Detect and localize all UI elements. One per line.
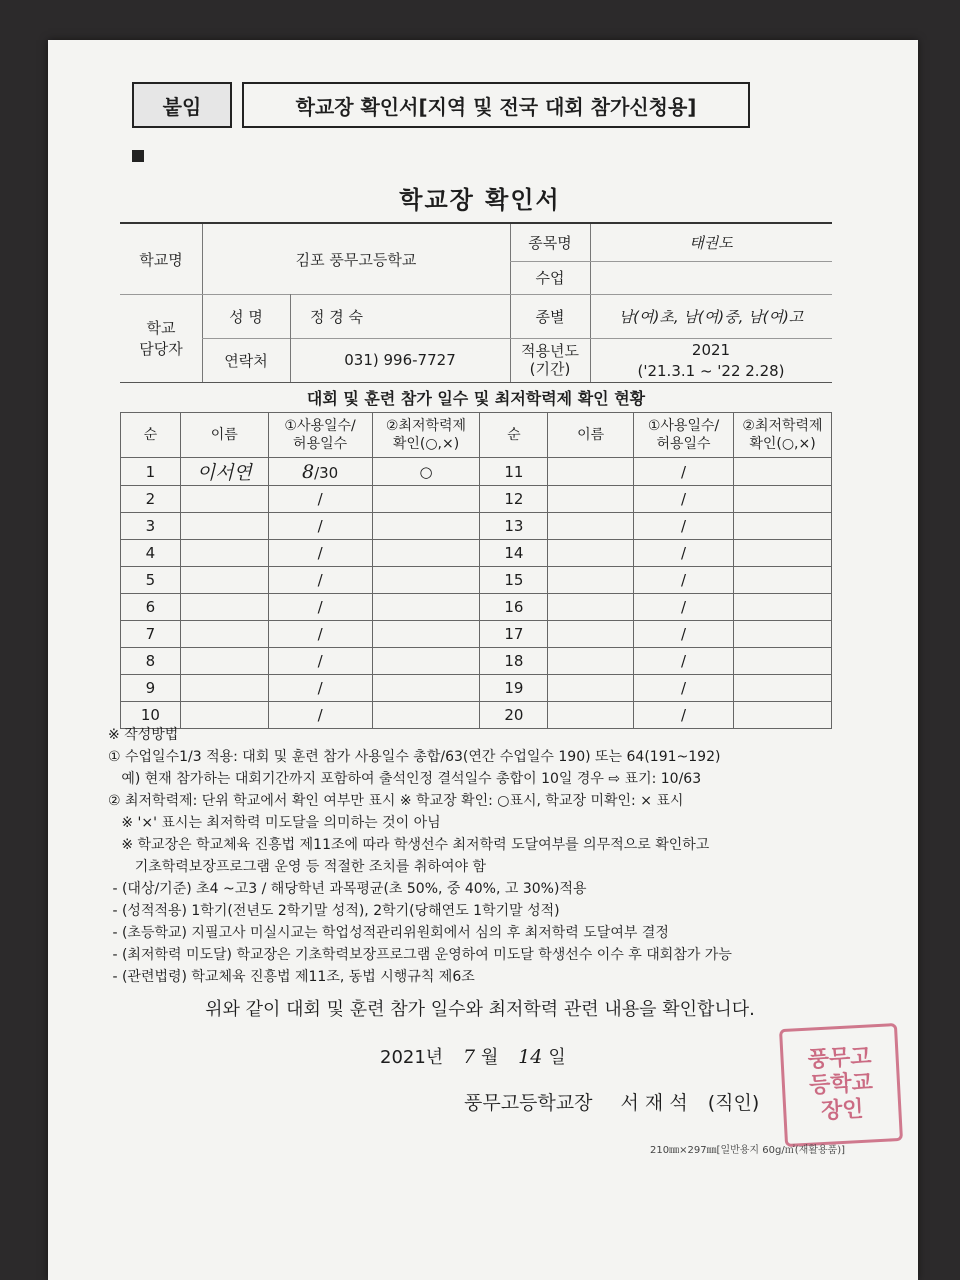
- student-name: [180, 567, 268, 594]
- paper-spec: 210㎜×297㎜[일반용지 60g/㎡(재활용품)]: [650, 1145, 846, 1156]
- contact-value: 031) 996-7727: [344, 351, 456, 369]
- student-name: [548, 458, 634, 486]
- student-name: [180, 648, 268, 675]
- row-number: 7: [121, 621, 181, 648]
- min-academic-check: [372, 513, 480, 540]
- min-academic-check: [734, 567, 832, 594]
- student-name: [548, 540, 634, 567]
- used-days: /: [634, 675, 734, 702]
- seal-label: (직인): [707, 1092, 760, 1114]
- used-days: /: [268, 621, 372, 648]
- min-academic-check: [372, 621, 480, 648]
- instruction-line: ※ 작성방법: [108, 727, 179, 743]
- used-days: /: [634, 567, 734, 594]
- table-row: [121, 648, 832, 675]
- attachment-label: 붙임: [132, 82, 232, 128]
- manager-label: 학교 담당자: [139, 319, 183, 358]
- row-number: 15: [480, 567, 548, 594]
- instructions: [108, 724, 848, 988]
- allowed-days-value: /30: [314, 463, 339, 482]
- instruction-line: - (관련법령) 학교체육 진흥법 제11조, 동법 시행규칙 제6조: [108, 969, 475, 985]
- date-month: 7: [462, 1046, 476, 1068]
- class-label: 수업: [535, 269, 565, 287]
- min-academic-check: [734, 675, 832, 702]
- student-name: [548, 621, 634, 648]
- table-row: [121, 513, 832, 540]
- table-header-cell: 이름: [548, 413, 634, 458]
- used-days: /: [634, 486, 734, 513]
- used-days-value: 8: [301, 460, 315, 483]
- instruction-line: ② 최저학력제: 단위 학교에서 확인 여부만 표시 ※ 학교장 확인: ○표시, 학교장 미확인: × 표시: [108, 793, 684, 809]
- principal-title: 풍무고등학교장: [464, 1092, 593, 1114]
- min-academic-check: [734, 621, 832, 648]
- table-header-cell: 순: [480, 413, 548, 458]
- used-days: /: [268, 702, 372, 729]
- used-days: /: [634, 702, 734, 729]
- student-name: [180, 540, 268, 567]
- instruction-line: ① 수업일수1/3 적용: 대회 및 훈련 참가 사용일수 총합/63(연간 수업일수 190) 또는 64(191~192): [108, 749, 721, 765]
- year-label: 적용년도 (기간): [521, 342, 579, 378]
- row-number: 13: [480, 513, 548, 540]
- contact-label: 연락처: [224, 351, 268, 370]
- min-academic-check: [372, 486, 480, 513]
- participation-table: [120, 412, 832, 729]
- row-number: 5: [121, 567, 181, 594]
- student-name: [548, 675, 634, 702]
- used-days: [268, 458, 372, 486]
- confirmation-statement: 위와 같이 대회 및 훈련 참가 일수와 최저학력 관련 내용을 확인합니다.: [205, 999, 755, 1020]
- bullet-square-icon: [132, 150, 144, 162]
- instruction-line: 기초학력보장프로그램 운영 등 적절한 조치를 취하여야 함: [108, 859, 486, 875]
- min-academic-check: [372, 567, 480, 594]
- date-line: [380, 1043, 566, 1069]
- student-name: 이서연: [180, 458, 268, 486]
- section-title: 대회 및 훈련 참가 일수 및 최저학력제 확인 현황: [306, 389, 646, 408]
- table-row: [121, 486, 832, 513]
- used-days: /: [268, 540, 372, 567]
- student-name: [548, 648, 634, 675]
- used-days: /: [634, 648, 734, 675]
- date-year: 2021년: [380, 1047, 444, 1068]
- used-days: /: [634, 594, 734, 621]
- used-days: /: [634, 458, 734, 486]
- sport-value: 태권도: [689, 234, 733, 252]
- table-header-cell: ①사용일수/ 허용일수: [268, 413, 372, 458]
- instruction-line: - (대상/기준) 초4 ~고3 / 해당학년 과목평균(초 50%, 중 40%, 고 30%)적용: [108, 881, 587, 897]
- table-header-cell: ②최저학력제 확인(○,×): [372, 413, 480, 458]
- row-number: 19: [480, 675, 548, 702]
- used-days: /: [634, 513, 734, 540]
- official-seal-stamp: [779, 1023, 903, 1147]
- used-days: /: [634, 540, 734, 567]
- student-name: [180, 486, 268, 513]
- row-number: 20: [480, 702, 548, 729]
- min-academic-check: [734, 458, 832, 486]
- instruction-line: - (성적적용) 1학기(전년도 2학기말 성적), 2학기(당해연도 1학기말 성적): [108, 903, 560, 919]
- min-academic-check: ○: [372, 458, 480, 486]
- table-row: [121, 567, 832, 594]
- table-row: [121, 621, 832, 648]
- min-academic-check: [734, 486, 832, 513]
- instruction-line: 예) 현재 참가하는 대회기간까지 포함하여 출석인정 결석일수 총합이 10일 경우 ⇨ 표기: 10/63: [108, 771, 702, 787]
- row-number: 16: [480, 594, 548, 621]
- period-value: ('21.3.1 ~ '22 2.28): [637, 362, 785, 380]
- row-number: 2: [121, 486, 181, 513]
- info-section: [120, 222, 832, 383]
- date-day-unit: 일: [548, 1047, 566, 1068]
- table-row: [121, 675, 832, 702]
- header-title: 학교장 확인서[지역 및 전국 대회 참가신청용]: [242, 82, 750, 128]
- row-number: 3: [121, 513, 181, 540]
- date-day: 14: [518, 1046, 543, 1068]
- instruction-line: - (최저학력 미도달) 학교장은 기초학력보장프로그램 운영하여 미도달 학생선수 이수 후 대회참가 가능: [108, 947, 732, 963]
- student-name: [548, 486, 634, 513]
- min-academic-check: [372, 594, 480, 621]
- category-label: 종별: [535, 307, 565, 326]
- table-row: [121, 540, 832, 567]
- table-row: [121, 594, 832, 621]
- row-number: 17: [480, 621, 548, 648]
- student-name: [548, 594, 634, 621]
- student-name: [548, 567, 634, 594]
- table-header-row: [121, 413, 832, 458]
- name-label: 성 명: [229, 307, 263, 326]
- student-name: [548, 513, 634, 540]
- principal-name: 서 재 석: [620, 1092, 688, 1114]
- student-name: [180, 513, 268, 540]
- stamp-text: 풍무고등학교장인: [807, 1044, 874, 1125]
- min-academic-check: [734, 594, 832, 621]
- table-header-cell: 순: [121, 413, 181, 458]
- used-days: /: [268, 648, 372, 675]
- student-name: [180, 675, 268, 702]
- table-header-cell: ②최저학력제 확인(○,×): [734, 413, 832, 458]
- row-number: 8: [121, 648, 181, 675]
- row-number: 18: [480, 648, 548, 675]
- min-academic-check: [372, 540, 480, 567]
- instruction-line: - (초등학교) 지필고사 미실시교는 학업성적관리위원회에서 심의 후 최저학력 도달여부 결정: [108, 925, 669, 941]
- date-month-unit: 월: [481, 1047, 499, 1068]
- row-number: 6: [121, 594, 181, 621]
- student-name: [180, 594, 268, 621]
- category-value: 남(여)초, 남(여)중, 남(여)고: [618, 307, 804, 326]
- sport-label: 종목명: [528, 234, 572, 252]
- instruction-line: ※ '×' 표시는 최저학력 미도달을 의미하는 것이 아님: [108, 815, 441, 831]
- used-days: /: [268, 594, 372, 621]
- student-name: [180, 621, 268, 648]
- min-academic-check: [734, 540, 832, 567]
- row-number: 9: [121, 675, 181, 702]
- used-days: /: [634, 621, 734, 648]
- school-value: 김포 풍무고등학교: [295, 250, 417, 269]
- min-academic-check: [372, 675, 480, 702]
- row-number: 10: [121, 702, 181, 729]
- used-days: /: [268, 486, 372, 513]
- row-number: 14: [480, 540, 548, 567]
- document-title: 학교장 확인서: [399, 186, 561, 214]
- row-number: 11: [480, 458, 548, 486]
- used-days: /: [268, 675, 372, 702]
- used-days: /: [268, 513, 372, 540]
- row-number: 4: [121, 540, 181, 567]
- table-header-cell: ①사용일수/ 허용일수: [634, 413, 734, 458]
- row-number: 1: [121, 458, 181, 486]
- name-value: 정 경 숙: [310, 307, 364, 326]
- table-header-cell: 이름: [180, 413, 268, 458]
- year-value: 2021: [691, 341, 731, 359]
- min-academic-check: [734, 513, 832, 540]
- used-days: /: [268, 567, 372, 594]
- min-academic-check: [734, 648, 832, 675]
- school-label: 학교명: [139, 250, 183, 269]
- min-academic-check: [372, 648, 480, 675]
- row-number: 12: [480, 486, 548, 513]
- table-row: [121, 458, 832, 486]
- instruction-line: ※ 학교장은 학교체육 진흥법 제11조에 따라 학생선수 최저학력 도달여부를 의무적으로 확인하고: [108, 837, 710, 853]
- signature-line: [464, 1088, 759, 1115]
